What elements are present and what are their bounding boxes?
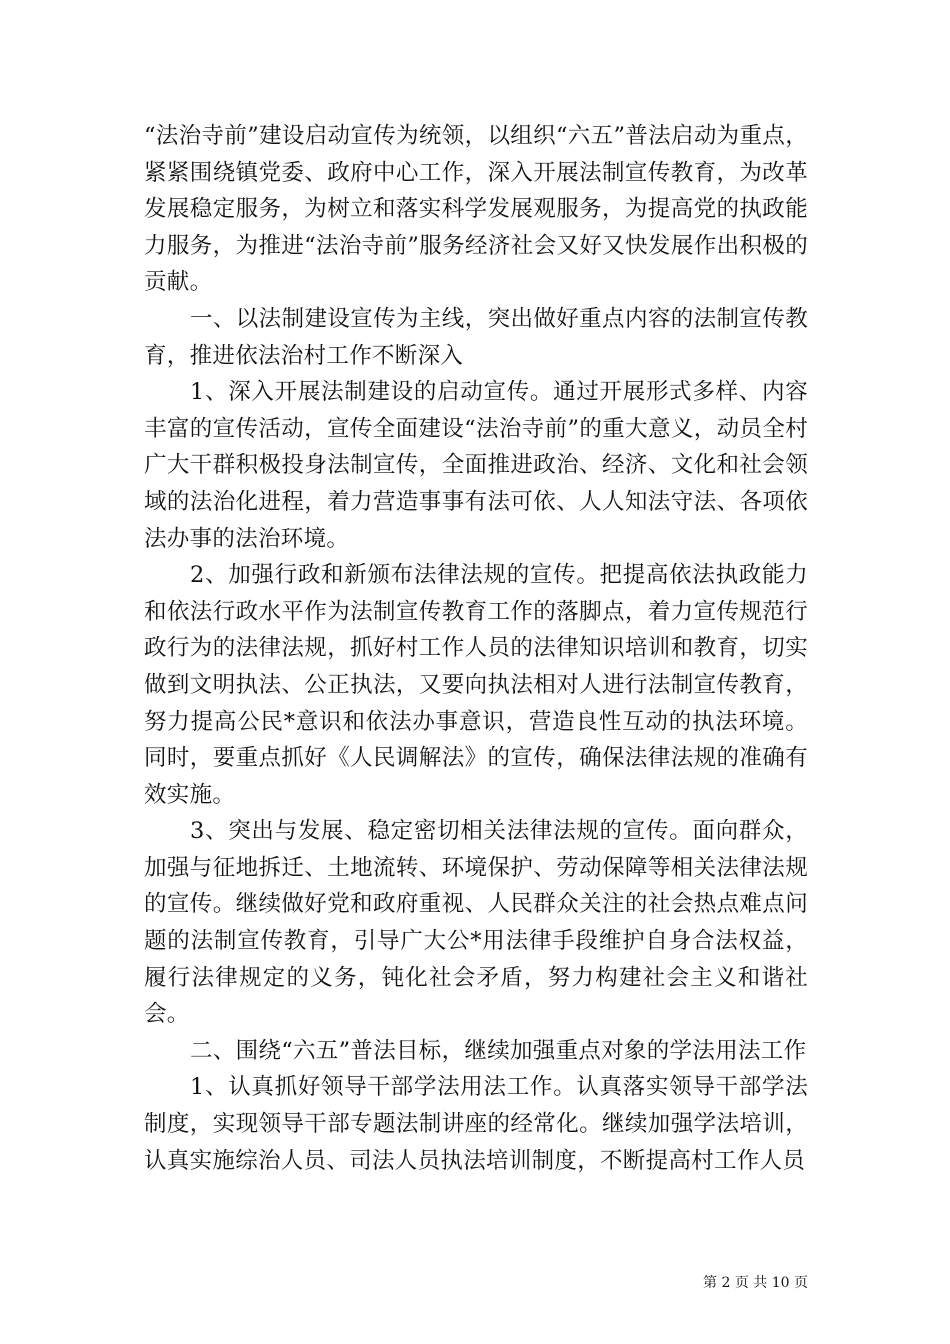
paragraph-item-2: 2、加强行政和新颁布法律法规的宣传。把提高依法执政能力和依法行政水平作为法制宣传教育工作的落脚点，着力宣传规范行政行为的法律法规，抓好村工作人员的法律知识培训和教育，切实做到文明执法、公正执法，又要向执法相对人进行法制宣传教育，努力提高公民*意识和依法办事意识，营造良性互动的执法环境。同时，要重点抓好《人民调解法》的宣传，确保法律法规的准确有效实施。: [144, 562, 808, 808]
paragraph-item-1-section-two: 1、认真抓好领导干部学法用法工作。认真落实领导干部学法制度，实现领导干部专题法制讲座的经常化。继续加强学法培训，认真实施综治人员、司法人员执法培训制度，不断提高村工作人员: [144, 1074, 808, 1174]
document-body: [144, 118, 808, 1179]
section-heading-two: 二、围绕“六五”普法目标，继续加强重点对象的学法用法工作: [190, 1037, 807, 1064]
section-heading-one: 一、以法制建设宣传为主线，突出做好重点内容的法制宣传教育，推进依法治村工作不断深入: [144, 305, 808, 369]
paragraph-continuation: “法治寺前”建设启动宣传为统领，以组织“六五”普法启动为重点，紧紧围绕镇党委、政府中心工作，深入开展法制宣传教育，为改革发展稳定服务，为树立和落实科学发展观服务，为提高党的执政能力服务，为推进“法治寺前”服务经济社会又好又快发展作出积极的贡献。: [144, 123, 808, 296]
paragraph-item-3: 3、突出与发展、稳定密切相关法律法规的宣传。面向群众，加强与征地拆迁、土地流转、环境保护、劳动保障等相关法律法规的宣传。继续做好党和政府重视、人民群众关注的社会热点难点问题的法制宣传教育，引导广大公*用法律手段维护自身合法权益，履行法律规定的义务，钝化社会矛盾，努力构建社会主义和谐社会。: [144, 818, 808, 1028]
page-number-footer: 第 2 页 共 10 页: [703, 1275, 808, 1291]
paragraph-item-1: 1、深入开展法制建设的启动宣传。通过开展形式多样、内容丰富的宣传活动，宣传全面建设“法治寺前”的重大意义，动员全村广大干群积极投身法制宣传，全面推进政治、经济、文化和社会领域的法治化进程，着力营造事事有法可依、人人知法守法、各项依法办事的法治环境。: [144, 379, 808, 552]
